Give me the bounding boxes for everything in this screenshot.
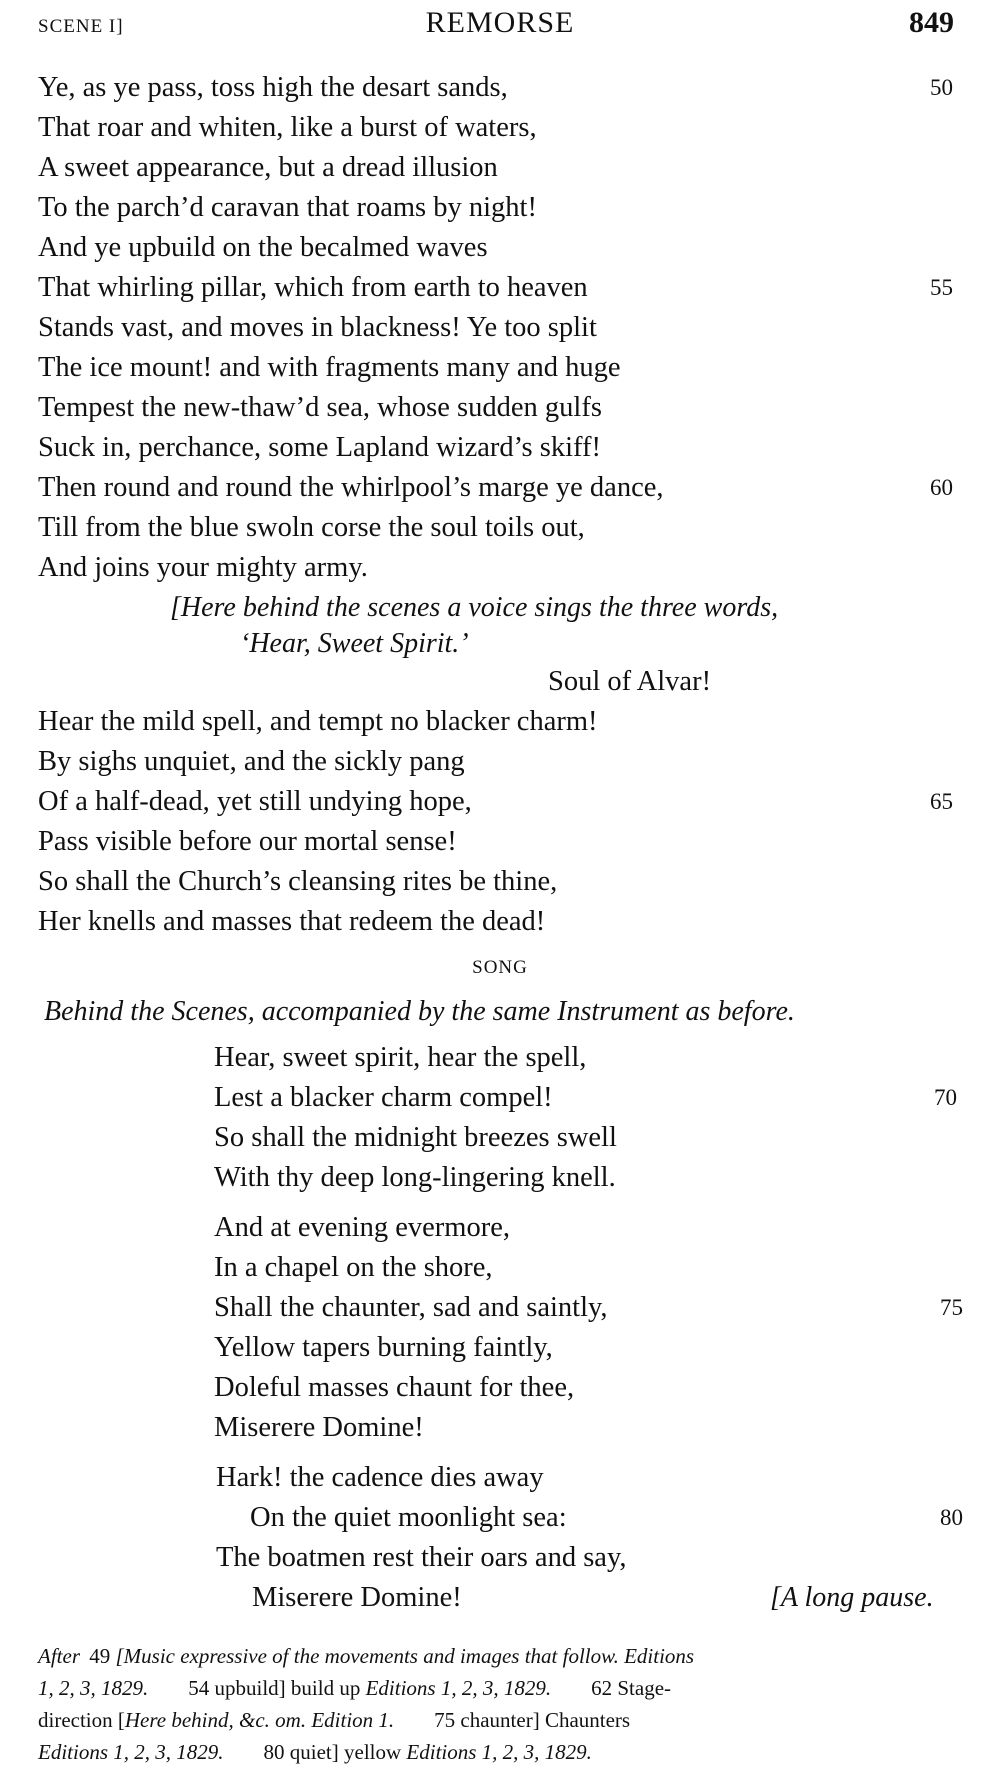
line-number: 60 [930, 475, 953, 500]
verse-line: And ye upbuild on the becalmed waves [38, 232, 488, 263]
song-line: In a chapel on the shore, [214, 1252, 493, 1283]
verse-line: The ice mount! and with fragments many and huge [38, 352, 621, 383]
song-line: Hark! the cadence dies away [216, 1462, 544, 1493]
verse-line: Her knells and masses that redeem the dead! [38, 906, 546, 937]
song-line: With thy deep long-lingering knell. [214, 1162, 616, 1193]
verse-line: That whirling pillar, which from earth to heaven 55 [0, 268, 1000, 308]
song-line: And at evening evermore, [214, 1212, 510, 1243]
verse-line: Till from the blue swoln corse the soul toils out, [38, 512, 585, 543]
verse-line: And joins your mighty army. [38, 552, 368, 583]
verse-line: Of a half-dead, yet still undying hope, 65 [0, 782, 1000, 822]
verse-line: Hear the mild spell, and tempt no blacker charm! [38, 706, 598, 737]
song-line: Miserere Domine! [214, 1412, 424, 1443]
song-line: So shall the midnight breezes swell [214, 1122, 617, 1153]
footnote-line: Editions 1, 2, 3, 1829. 80 quiet] yellow Editions 1, 2, 3, 1829. [38, 1740, 592, 1764]
verse-line: Then round and round the whirlpool’s marge ye dance, 60 [0, 468, 1000, 508]
song-heading: SONG [472, 957, 528, 978]
verse-line: Stands vast, and moves in blackness! Ye too split [38, 312, 597, 343]
song-subheading: Behind the Scenes, accompanied by the same Instrument as before. [44, 996, 795, 1027]
verse-line: By sighs unquiet, and the sickly pang [38, 746, 465, 777]
verse-line: Suck in, perchance, some Lapland wizard’s skiff! [38, 432, 601, 463]
running-header-scene: SCENE I] [38, 16, 124, 37]
line-number: 70 [934, 1085, 957, 1110]
running-header-title: REMORSE [425, 6, 575, 39]
song-line: Shall the chaunter, sad and saintly, 75 [0, 1288, 1000, 1328]
footnote-line: direction [Here behind, &c. om. Edition 1. 75 chaunter] Chaunters [38, 1708, 631, 1732]
verse-line: Tempest the new-thaw’d sea, whose sudden gulfs [38, 392, 602, 423]
footnote-line: 1, 2, 3, 1829. 54 upbuild] build up Editions 1, 2, 3, 1829. 62 Stage- [38, 1676, 672, 1700]
song-line: Miserere Domine! [A long pause. [0, 1578, 1000, 1618]
line-number: 80 [940, 1505, 963, 1530]
verse-line: A sweet appearance, but a dread illusion [38, 152, 498, 183]
verse-half-line: Soul of Alvar! [548, 666, 712, 697]
song-line: Lest a blacker charm compel! 70 [0, 1078, 1000, 1118]
line-number: 75 [940, 1295, 963, 1320]
line-number: 65 [930, 789, 953, 814]
stage-direction: ‘Hear, Sweet Spirit.’ [240, 628, 469, 659]
line-number: 55 [930, 275, 953, 300]
song-line: Doleful masses chaunt for thee, [214, 1372, 575, 1403]
verse-line: So shall the Church’s cleansing rites be thine, [38, 866, 558, 897]
verse-line: Ye, as ye pass, toss high the desart sands, 50 [0, 68, 1000, 108]
song-line: Yellow tapers burning faintly, [214, 1332, 553, 1363]
footnote-line: After 49 [Music expressive of the movements and images that follow. Editions [38, 1644, 695, 1668]
song-line: Hear, sweet spirit, hear the spell, [214, 1042, 587, 1073]
verse-line: To the parch’d caravan that roams by night! [38, 192, 537, 223]
song-line: On the quiet moonlight sea: 80 [0, 1498, 1000, 1538]
verse-line: That roar and whiten, like a burst of waters, [38, 112, 537, 143]
verse-line: Pass visible before our mortal sense! [38, 826, 457, 857]
stage-direction: [Here behind the scenes a voice sings the three words, [170, 592, 779, 623]
song-line: The boatmen rest their oars and say, [216, 1542, 627, 1573]
line-number: 50 [930, 75, 953, 100]
page-number: 849 [909, 6, 954, 39]
stage-direction-pause: [A long pause. [770, 1582, 934, 1613]
